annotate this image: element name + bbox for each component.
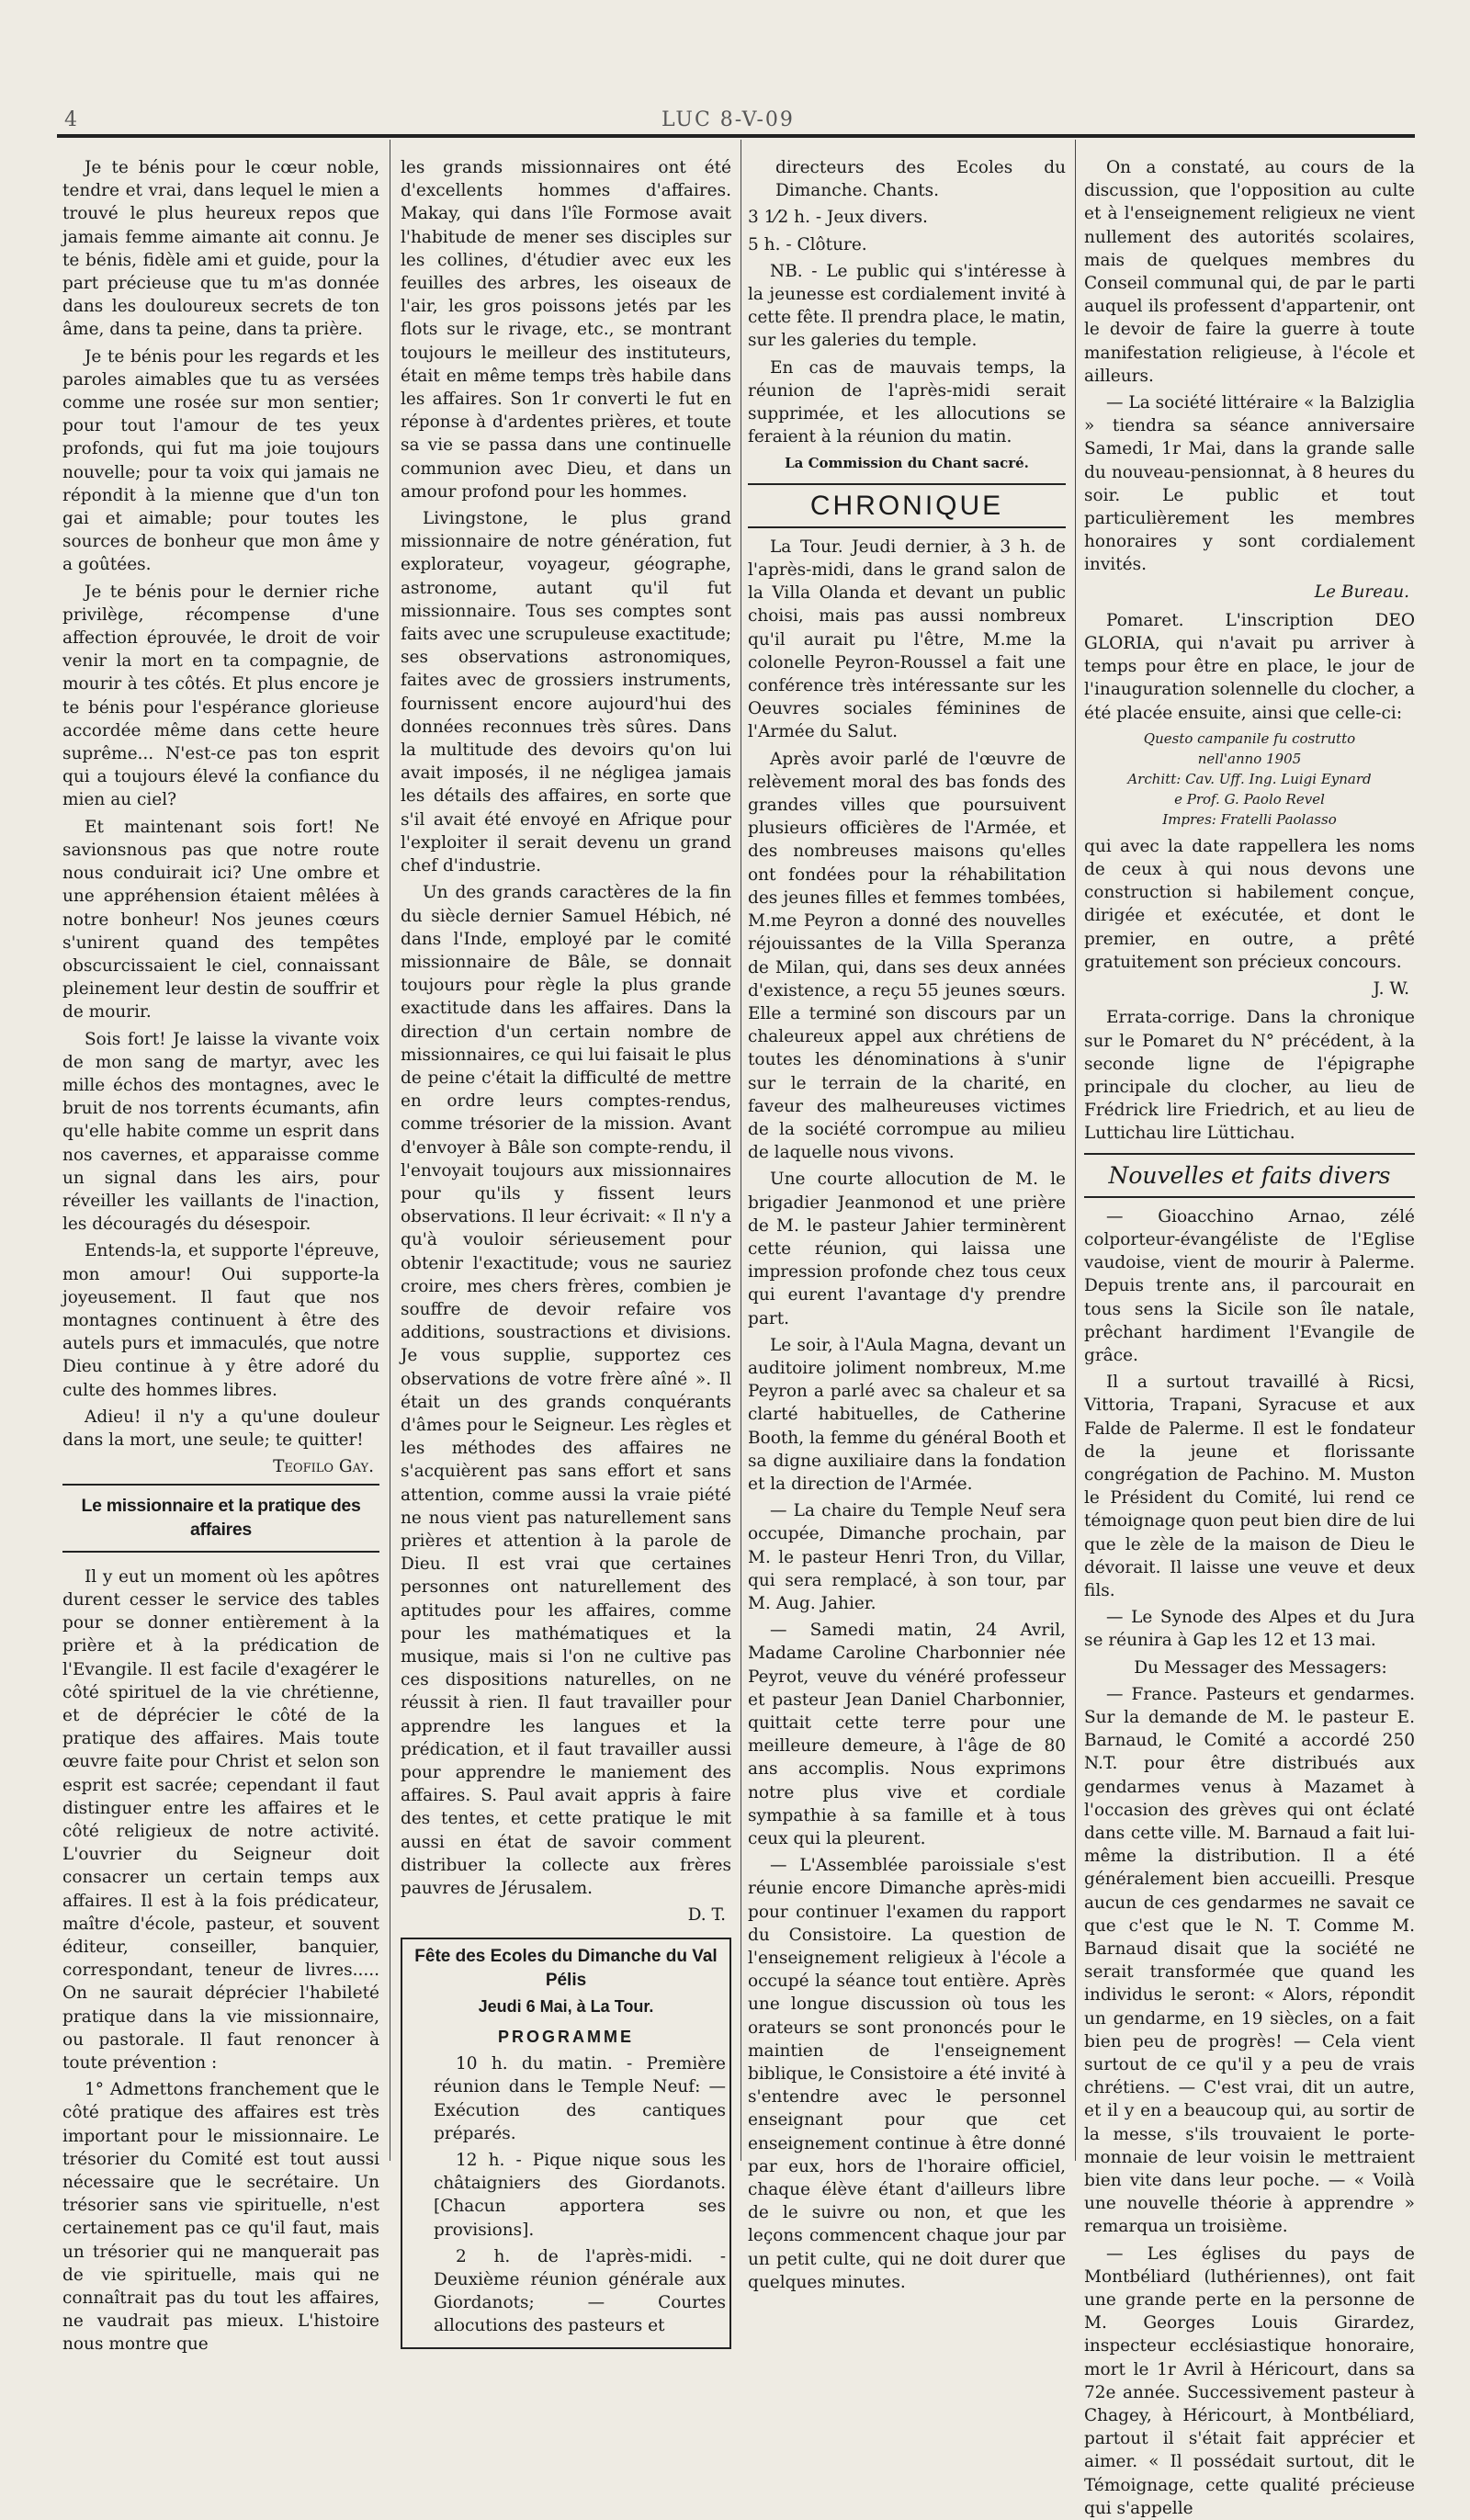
chronique-title: CHRONIQUE bbox=[809, 490, 1004, 521]
chronique-paragraph: On a constaté, au cours de la discussion, que l'opposition au culte et à l'enseignement religieux ne vient nullement des autorités scolaires, mais de quelques membres du Conseil communal qui, de par le parti auquel ils professent d'appartenir, ont le devoir de faire la guerre à toute manifestation religieuse, à l'école et ailleurs. bbox=[1084, 158, 1415, 386]
section-rule bbox=[1084, 1153, 1415, 1155]
programme-item: 3 1⁄2 h. - Jeux divers. bbox=[748, 208, 928, 228]
section-rule bbox=[748, 483, 1066, 485]
article-title: Le missionnaire et la pratique des affaires bbox=[62, 1484, 379, 1552]
pomaret-signature: J. W. bbox=[1373, 979, 1409, 1000]
note-paragraph: En cas de mauvais temps, la réunion de l'après-midi serait supprimée, et les allocutions se feraient à la réunion du matin. bbox=[748, 357, 1066, 447]
column-3 bbox=[748, 156, 1066, 2292]
bureau-signature: Le Bureau. bbox=[1314, 582, 1409, 602]
chronique-paragraph: La Tour. Jeudi dernier, à 3 h. de l'après-midi, dans le grand salon de la Villa Olanda et devant un public choisi, mais pas aussi nombreux qu'il aurait pu l'être, M.me la colonelle Peyron-Roussel a fait une conférence très intéressante sur les Oeuvres sociales féminines de l'Armée du Salut. bbox=[748, 537, 1066, 742]
news-paragraph: — Gioacchino Arnao, zélé colporteur-évangéliste de l'Eglise vaudoise, vient de mourir à Palerme. Depuis trente ans, il parcourait en tous sens la Sicile son île natale, prêchant hardiment l'Evangile de grâce. bbox=[1084, 1206, 1415, 1365]
article-paragraph: Il y eut un moment où les apôtres durent cesser le service des tables pour se donner entièrement à la prière et à la prédication de l'Evangile. Il est facile d'exagérer le côté spirituel de la vie chrétienne, et de déprécier le côté de la pratique des affaires. Mais toute œuvre faite pour Christ et selon son esprit est sacrée; cependant il faut distinguer entre les affaires et le côté religieux de notre activité. L'ouvrier du Seigneur doit consacrer un certain temps aux affaires. Il est à la fois prédicateur, maître d'école, pasteur, et souvent éditeur, conseiller, banquier, correspondant, teneur de livres..... On ne saurait déprécier l'habileté pratique dans la vie missionnaire, ou pastorale. Il faut renoncer à toute prévention : bbox=[62, 1566, 379, 2074]
pomaret-paragraph: Pomaret. L'inscription DEO GLORIA, qui n'avait pu arriver à temps pour être en place, le jour de l'inauguration solennelle du clocher, a été placée ensuite, ainsi que celle-ci: bbox=[1084, 610, 1415, 723]
article-paragraph: 1° Admettons franchement que le côté pratique des affaires est très important pour le missionnaire. Le trésorier du Comité est tout aussi nécessaire que le secrétaire. Un trésorier sans vie spirituelle, n'est certainement pas ce qu'il faut, mais un trésorier qui ne manquerait pas de vie spirituelle, mais qui ne connaîtrait pas du tout les affaires, ne vaudrait pas mieux. L'histoire nous montre que bbox=[62, 2080, 379, 2355]
fete-title: Fête des Ecoles du Dimanche du Val Pélis bbox=[414, 1947, 718, 1990]
note-paragraph: NB. - Le public qui s'intéresse à la jeunesse est cordialement invité à cette fête. Il prendra place, le matin, sur les galeries du temple. bbox=[748, 261, 1066, 351]
inscription-line: Architt: Cav. Uff. Ing. Luigi Eynard bbox=[1127, 770, 1372, 787]
section-rule bbox=[1084, 1196, 1415, 1198]
poem-paragraph: Adieu! il n'y a qu'une douleur dans la mort, une seule; te quitter! bbox=[62, 1407, 379, 1450]
article-signature: D. T. bbox=[687, 1905, 726, 1926]
section-rule bbox=[748, 526, 1066, 528]
poem-paragraph: Entends-la, et supporte l'épreuve, mon amour! Oui supporte-la joyeusement. Il faut que nos montagnes continuent à être des autels purs et immaculés, que notre Dieu continue à y être adoré du culte des hommes libres. bbox=[62, 1241, 379, 1400]
column-4 bbox=[1084, 156, 1415, 2518]
article-paragraph: Un des grands caractères de la fin du siècle dernier Samuel Hébich, né dans l'Inde, employé par le comité missionnaire de Bâle, se donnait toujours pour règle la plus grande exactitude dans les affaires. Dans la direction d'un certain nombre de missionnaires, ce qui lui faisait le plus de peine c'était la difficulté de mettre en ordre leurs comptes-rendus, comme trésorier de la mission. Avant d'envoyer à Bâle son compte-rendu, il l'envoyait toujours aux missionnaires pour qu'ils y fissent leurs observations. Il leur écrivait: « Il n'y a qu'à vouloir sérieusement pour obtenir l'exactitude; vous ne sauriez croire, mes chers frères, combien je souffre de devoir refaire vos additions, soustractions et divisions. Je vous supplie, supportez ces observations de votre frère aîné ». Il était un des grands conquérants d'âmes pour le Seigneur. Les règles et les méthodes des affaires ne s'acquièrent pas sans effort et sans attention, comme aussi la vraie piété ne nous vient pas naturellement sans prières et attention à la parole de Dieu. Il est vrai que certaines personnes ont naturellement des aptitudes pour les affaires, comme pour les mathématiques et la musique, mais si l'on ne cultive pas ces dispositions naturelles, on ne réussit à rien. Il faut travailler pour apprendre les langues et la prédication, et il faut travailler aussi pour apprendre le maniement des affaires. S. Paul avait appris à faire des tentes, et cette pratique le mit aussi en état de savoir comment distribuer la collecte aux frères pauvres de Jérusalem. bbox=[401, 883, 731, 1899]
programme-item: 12 h. - Pique nique sous les châtaigniers des Giordanots. [Chacun apportera ses provisions]. bbox=[434, 2151, 726, 2240]
poem-paragraph: Je te bénis pour les regards et les paroles aimables que tu as versées comme une rosée sur mon sentier; pour tout l'amour de tes yeux profonds, qui fut ma joie toujours nouvelle; pour ta voix qui jamais ne répondit à la mienne que d'un ton gai et aimable; pour toutes les sources de bonheur que mon âme y a goûtées. bbox=[62, 346, 379, 575]
column-divider bbox=[1075, 140, 1076, 2161]
fete-date: Jeudi 6 Mai, à La Tour. bbox=[478, 1996, 654, 2016]
poem-paragraph: Et maintenant sois fort! Ne savionsnous pas que notre route nous conduirait ici? Une ombre et une appréhension étaient mêlées à notre bonheur! Nos jeunes cœurs s'unirent quand des tempêtes obscurcissaient le ciel, connaissant pleinement leur destin de souffrir et de mourir. bbox=[62, 817, 379, 1023]
inscription-line: nell'anno 1905 bbox=[1197, 750, 1302, 767]
news-paragraph: — Le Synode des Alpes et du Jura se réunira à Gap les 12 et 13 mai. bbox=[1084, 1608, 1415, 1651]
chronique-paragraph: — Samedi matin, 24 Avril, Madame Caroline Charbonnier née Peyrot, veuve du vénéré professeur et pasteur Jean Daniel Charbonnier, quittait cette terre pour une meilleure demeure, à l'âge de 80 ans accomplis. Nous exprimons notre plus vive et cordiale sympathie à sa famille et à tous ceux qui la pleurent. bbox=[748, 1621, 1066, 1849]
programme-item: directeurs des Ecoles du Dimanche. Chants. bbox=[775, 158, 1066, 201]
news-paragraph: Du Messager des Messagers: bbox=[1134, 1657, 1387, 1678]
chronique-paragraph: — La chaire du Temple Neuf sera occupée, Dimanche prochain, par M. le pasteur Henri Tron, du Villar, qui sera remplacé, à son tour, par M. Aug. Jahier. bbox=[748, 1501, 1066, 1613]
programme-item: 5 h. - Clôture. bbox=[748, 234, 867, 254]
chronique-paragraph: Après avoir parlé de l'œuvre de relèvement moral des bas fonds des grandes villes que poursuivent plusieurs officières de l'Armée, et des nombreuses maisons qu'elles ont fondées pour la réhabilitation des jeunes filles et femmes tombées, M.me Peyron a donné des nouvelles réjouissantes de la Villa Speranza de Milan, qui, dans ses deux années d'existence, a reçu 55 jeunes sœurs. Elle a terminé son discours par un chaleureux appel aux chrétiens de toutes les dénominations à s'unir sur le terrain de la charité, en faveur des malheureuses victimes de la société corrompue au milieu de laquelle nous vivons. bbox=[748, 749, 1066, 1163]
date-stamp: LUC 8-V-09 bbox=[662, 108, 795, 131]
news-paragraph: — Les églises du pays de Montbéliard (luthériennes), ont fait une grande perte en la personne de M. Georges Louis Girardez, inspecteur ecclésiastique honoraire, mort le 1r Avril à Héricourt, dans sa 72e année. Successivement pasteur à Chagey, à Héricourt, à Montbéliard, partout il s'était fait apprécier et aimer. « Il possédait surtout, dit le Témoignage, cette qualité précieuse qui s'appelle bbox=[1084, 2243, 1415, 2518]
header-rule bbox=[57, 134, 1415, 138]
programme-item: 10 h. du matin. - Première réunion dans le Temple Neuf: — Exécution des cantiques préparés. bbox=[434, 2054, 726, 2143]
errata-paragraph: Errata-corrige. Dans la chronique sur le Pomaret du N° précédent, à la seconde ligne de l'épigraphe principale du clocher, au lieu de Frédrick lire Friedrich, et au lieu de Luttichau lire Lüttichau. bbox=[1084, 1008, 1415, 1144]
news-title: Nouvelles et faits divers bbox=[1108, 1161, 1391, 1189]
poem-signature: Teofilo Gay. bbox=[273, 1457, 374, 1477]
programme-title: PROGRAMME bbox=[498, 2028, 634, 2047]
inscription-block bbox=[1084, 729, 1415, 830]
column-2 bbox=[401, 156, 731, 2336]
chronique-paragraph: Une courte allocution de M. le brigadier Jeanmonod et une prière de M. le pasteur Jahier terminèrent cette réunion, qui laissa une impression profonde chez tous ceux qui eurent l'avantage d'y prendre part. bbox=[748, 1170, 1066, 1328]
chronique-paragraph: Le soir, à l'Aula Magna, devant un auditoire joliment nombreux, M.me Peyron a parlé avec sa chaleur et sa clarté habituelles, de Catherine Booth, la femme du général Booth et sa digne auxiliaire dans la fondation et la direction de l'Armée. bbox=[748, 1335, 1066, 1494]
poem-paragraph: Sois fort! Je laisse la vivante voix de mon sang de martyr, avec les mille échos des montagnes, avec le bruit de nos torrents écumants, afin qu'elle habite comme un esprit dans nos cavernes, et apparaisse comme un signal dans les airs, pour réveiller les vaillants de l'inaction, les découragés du désespoir. bbox=[62, 1029, 379, 1235]
article-paragraph: Livingstone, le plus grand missionnaire de notre génération, fut explorateur, voyageur, géographe, astronome, autant qu'il fut missionnaire. Tous ses comptes sont faits avec une scrupuleuse exactitude; ses observations astronomiques, faites avec de grossiers instruments, fournissent encore aujourd'hui des données reconnues très sûres. Dans la multitude des devoirs qu'on lui avait imposés, il ne négligea jamais les détails des affaires, en sorte que s'il avait été envoyé en Afrique pour l'exploiter il serait devenu un grand chef d'industrie. bbox=[401, 509, 731, 876]
poem-paragraph: Je te bénis pour le dernier riche privilège, récompense d'une affection éprouvée, le droit de voir venir la mort en ta compagnie, de mourir à tes côtés. Et plus encore je te bénis pour l'espérance glorieuse accordée même dans cette heure suprême... N'est-ce pas ton esprit qui a toujours élevé la confiance du mien au ciel? bbox=[62, 582, 379, 810]
page-number: 4 bbox=[64, 108, 79, 131]
fete-announcement bbox=[401, 1938, 731, 2348]
programme-item: 2 h. de l'après-midi. - Deuxième réunion générale aux Giordanots; — Courtes allocutions des pasteurs et bbox=[434, 2246, 726, 2336]
pomaret-paragraph: qui avec la date rappellera les noms de ceux à qui nous devons une construction si habilement conçue, dirigée et exécutée, et dont le premier, en outre, a prêté gratuitement son précieux concours. bbox=[1084, 836, 1415, 972]
article-paragraph: les grands missionnaires ont été d'excellents hommes d'affaires. Makay, qui dans l'île Formose avait l'habitude de mener ses disciples sur les collines, d'étudier avec eux les feuilles des arbres, les oiseaux de l'air, les gros poissons jetés par les flots sur le rivage, etc., se montrant toujours le meilleur des instituteurs, était en même temps très habile dans les affaires. Son 1r converti le fut en réponse à d'ardentes prières, et toute sa vie se passa dans une continuelle communion avec Dieu, et dans un amour profond pour les hommes. bbox=[401, 158, 731, 502]
poem-paragraph: Je te bénis pour le cœur noble, tendre et vrai, dans lequel le mien a trouvé le plus heureux repos que jamais femme aimante ait connu. Je te bénis, fidèle ami et guide, pour la part précieuse que tu m'as donnée dans les douloureux secrets de ton âme, dans ta peine, dans ta prière. bbox=[62, 158, 379, 340]
news-paragraph: Il a surtout travaillé à Ricsi, Vittoria, Trapani, Syracuse et aux Falde de Palerme. Il est le fondateur de la jeune et florissante congrégation de Pachino. M. Muston le Président du Comité, lui rend ce témoignage quon peut bien dire de lui que le zèle de la maison de Dieu le dévorait. Il laisse une veuve et deux fils. bbox=[1084, 1373, 1415, 1600]
chronique-paragraph: — L'Assemblée paroissiale s'est réunie encore Dimanche après-midi pour continuer l'examen du rapport du Consistoire. La question de l'enseignement religieux à l'école a occupé la séance tout entière. Après une longue discussion où tous les orateurs se sont prononcés pour le maintien de l'enseignement biblique, le Consistoire a été invité à s'entendre avec le personnel enseignant pour que cet enseignement continue à être donné par eux, hors de l'horaire officiel, chaque élève étant d'ailleurs libre de le suivre ou non, et que les leçons commencent chaque jour par un petit culte, qui ne doit durer que quelques minutes. bbox=[748, 1856, 1066, 2292]
inscription-line: Questo campanile fu costrutto bbox=[1143, 729, 1356, 747]
column-1 bbox=[62, 156, 379, 2355]
inscription-line: e Prof. G. Paolo Revel bbox=[1174, 790, 1325, 808]
news-paragraph: — France. Pasteurs et gendarmes. Sur la demande de M. le pasteur E. Barnaud, le Comité a accordé 250 N.T. pour être distribués aux gendarmes venus à Mazamet à l'occasion des grèves qui ont éclaté dans cette ville. M. Barnaud a fait lui-même la distribution. Il a été généralement bien accueilli. Presque aucun de ces gendarmes ne savait ce que c'est que le N. T. Comme M. Barnaud disait que la société ne serait transformée que quand les individus le seront: « Alors, répondit un gendarme, en 19 siècles, on a fait bien peu de progrès! — Cela vient surtout de ce qu'il y a peu de vrais chrétiens. — C'est vrai, dit un autre, et il y en a beaucoup qui, au sortir de la messe, s'ils trouvaient le porte-monnaie de leur voisin le mettraient bien vite dans leur poche. — « Voilà une nouvelle théorie à apprendre » remarqua un troisième. bbox=[1084, 1684, 1415, 2237]
inscription-line: Impres: Fratelli Paolasso bbox=[1162, 810, 1337, 828]
notes-signature: La Commission du Chant sacré. bbox=[785, 455, 1029, 472]
chronique-paragraph: — La société littéraire « la Balziglia » tiendra sa séance anniversaire Samedi, 1r Mai, dans la grande salle du nouveau-pensionnat, à 8 heures du soir. Le public et tout particulièrement les membres honoraires y sont cordialement invités. bbox=[1084, 393, 1415, 575]
